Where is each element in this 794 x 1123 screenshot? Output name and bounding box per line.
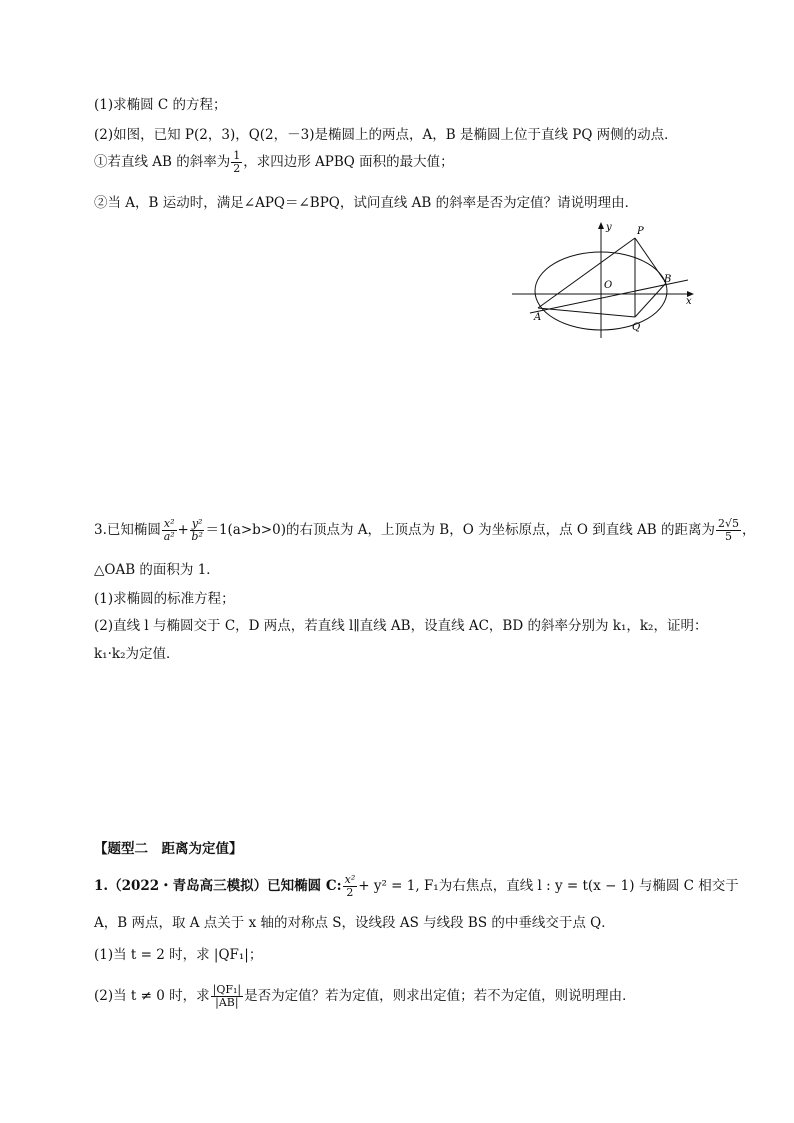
s2-p1-den: 2 — [346, 886, 354, 899]
p3-f3-num: 2√5 — [718, 517, 740, 530]
s2-p1-frac — [343, 874, 358, 899]
slope-fraction — [231, 150, 242, 175]
section2-q2 — [94, 984, 636, 1009]
p3-frac1 — [162, 518, 177, 543]
s2-q2-frac — [211, 984, 243, 1009]
p3-frac3 — [716, 518, 741, 543]
slope-num: 1 — [233, 149, 241, 162]
section2-p1-line2: A，B 两点，取 A 点关于 x 轴的对称点 S，设线段 AS 与线段 BS 的中垂线交于点 Q． — [94, 915, 615, 931]
section-title: 【题型二 距离为定值】 — [94, 841, 243, 857]
s2-q2-post: 是否为定值？若为定值，则求出定值；若不为定值，则说明理由． — [244, 988, 636, 1004]
problem3-line1 — [94, 518, 756, 543]
segment-AQ — [538, 308, 635, 317]
p3-f1-num: x² — [163, 517, 175, 530]
problem3-q1: (1)求椭圆的标准方程； — [94, 591, 235, 607]
q2a-post: ，求四边形 APBQ 面积的最大值； — [243, 154, 454, 170]
problem2-q2: (2)如图，已知 P(2，3)，Q(2，－3)是椭圆上的两点，A，B 是椭圆上位于直线 PQ 两侧的动点． — [94, 127, 678, 143]
p3-end: ， — [742, 522, 756, 538]
problem3-q2-line1: (2)直线 l 与椭圆交于 C，D 两点，若直线 l∥直线 AB，设直线 AC，BD 的斜率分别为 k₁，k₂，证明： — [94, 618, 708, 634]
p3-mid: ＝1(a>b>0)的右顶点为 A，上顶点为 B，O 为坐标原点，点 O 到直线 AB 的距离为 — [205, 522, 715, 538]
p3-f2-num: y² — [191, 517, 203, 530]
section2-q1: (1)当 t = 2 时，求 |QF₁|； — [94, 947, 263, 963]
section2-p1-line1 — [94, 874, 739, 899]
s2-p1-mid: + y² = 1, F₁为右焦点，直线 l : y = t(x − 1) 与椭圆 C 相交于 — [358, 878, 739, 894]
label-P: P — [637, 226, 644, 237]
problem3-line2: △OAB 的面积为 1． — [94, 562, 220, 578]
s2-p1-num: x² — [344, 873, 356, 886]
ellipse-figure — [508, 220, 698, 342]
label-B: B — [664, 274, 672, 285]
problem2-q2a — [94, 150, 454, 175]
p3-f3-den: 5 — [725, 530, 732, 543]
p3-f2-den: b² — [191, 530, 203, 543]
s2-q2-den: |AB| — [215, 996, 239, 1009]
label-x: x — [686, 296, 692, 307]
q2a-pre: ①若直线 AB 的斜率为 — [94, 154, 231, 170]
p3-pre: 3.已知椭圆 — [94, 522, 161, 538]
problem2-q1: (1)求椭圆 C 的方程； — [94, 97, 227, 113]
label-O: O — [604, 280, 613, 291]
label-Q: Q — [632, 322, 641, 333]
y-axis-arrow — [598, 222, 604, 229]
s2-p1-pre: 1.（2022・青岛高三模拟）已知椭圆 C: — [94, 878, 342, 894]
slope-den: 2 — [233, 162, 241, 175]
label-y: y — [606, 222, 612, 233]
s2-q2-pre: (2)当 t ≠ 0 时，求 — [94, 988, 210, 1004]
s2-q2-num: |QF₁| — [212, 983, 242, 996]
segment-PB — [635, 238, 666, 283]
problem3-q2-line2: k₁·k₂为定值． — [94, 646, 180, 662]
p3-plus: + — [177, 522, 189, 538]
label-A: A — [534, 312, 542, 323]
segment-AP — [538, 238, 635, 308]
p3-f1-den: a² — [163, 530, 175, 543]
p3-frac2 — [190, 518, 205, 543]
problem2-q2b: ②当 A，B 运动时，满足∠APQ＝∠BPQ，试问直线 AB 的斜率是否为定值？请说明理由． — [94, 195, 639, 211]
